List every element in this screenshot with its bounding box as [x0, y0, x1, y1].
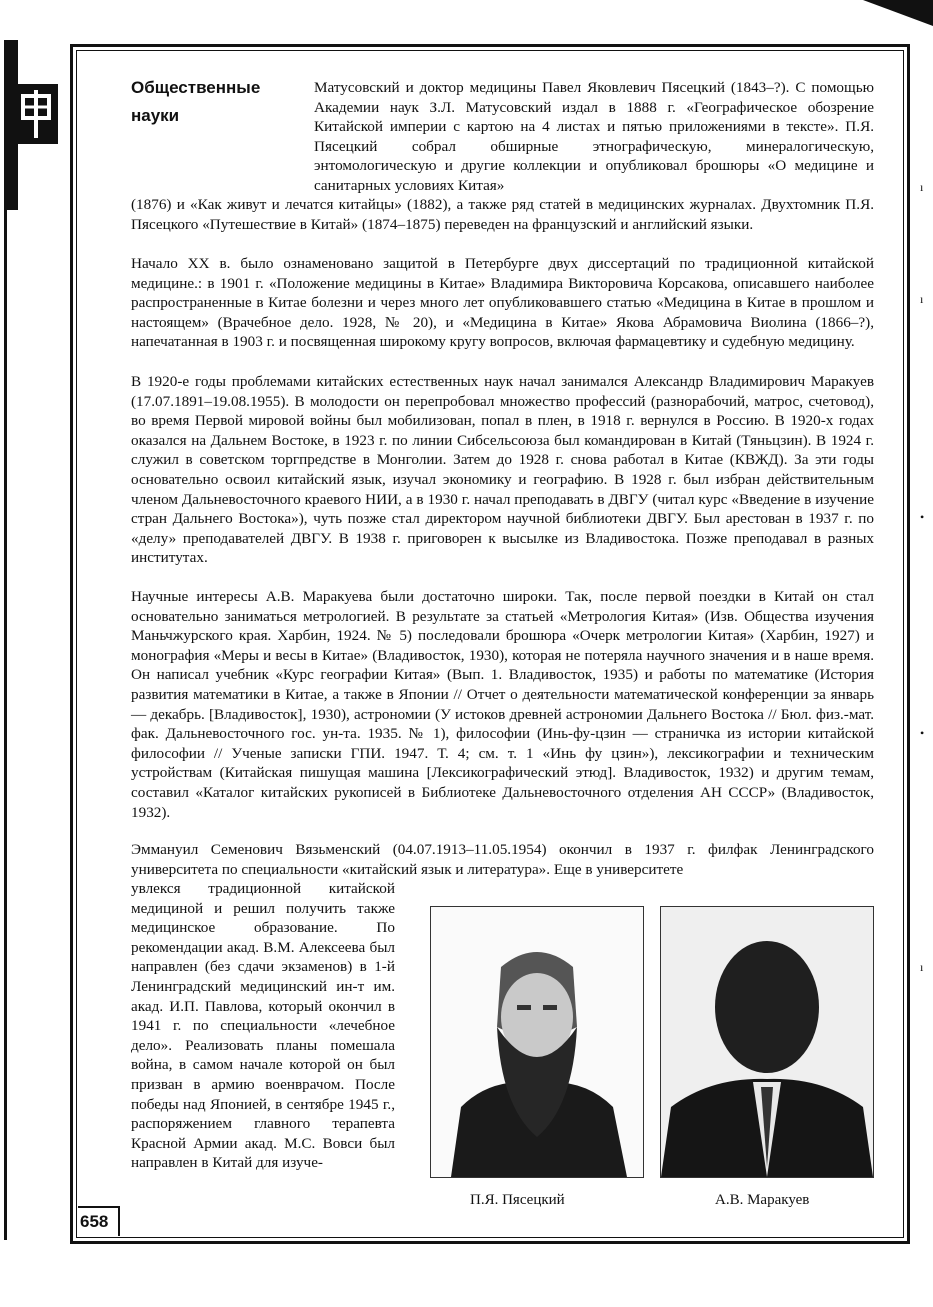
- page-frame-left: [70, 44, 73, 1244]
- paragraph-7: увлекся традиционной китайской медициной и решил получить также медицинское образование. По рекомендации акад. В.М. Алексеева был направлен (без сдачи экзаменов) в 1-й Ленинградский медицинский ин-т им. акад. И.П. Павлова, который окончил в 1941 г. по специальности «лечебное дело». Реализовать планы помешала война, в самом начале которой он был призван в армию военврачом. После победы над Японией, в сентябре 1945 г., распоряжением главного терапевта Красной Армии акад. М.С. Вовси был направлен в Китай для изуче-: [131, 880, 395, 1172]
- paragraph-2: (1876) и «Как живут и лечатся китайцы» (1882), а также ряд статей в медицинских журналах. Двухтомник П.Я. Пясецкого «Путешествие в Китай» (1874–1875) переведен на французский и английский языки.: [131, 196, 874, 233]
- chinese-glyph-icon: [14, 84, 58, 144]
- corner-arrow-mark: [863, 0, 933, 26]
- page-frame-left-inner: [76, 50, 77, 1238]
- page-number: 658: [80, 1212, 109, 1231]
- portrait-marakuev: [660, 906, 874, 1178]
- margin-mark: •: [920, 726, 925, 740]
- paragraph-4: В 1920-е годы проблемами китайских естественных наук начал занимался Александр Владимирович Маракуев (17.07.1891–19.08.1955). В молодости он перепробовал множество профессий (разнорабочий, матрос, счетовод), во время Первой мировой войны был мобилизован, попал в плен, в 1918 г. вернулся в Россию. В 1920-х годах оказался на Дальнем Востоке, в 1923 г. по линии Сибсельсоюза был командирован в Китай (Тяньцзин). В 1924 г. служил в советском торгпредстве в Монголии. Затем до 1928 г. снова работал в Китае (КВЖД). За эти годы основательно освоил китайский язык, изучал экономику и географию. В 1928 г. был избран действительным членом Дальневосточного краевого НИИ, а в 1930 г. начал преподавать в ДВГУ (читал курс «Введение в изучение стран Дальнего Востока»), чуть позже стал директором научной библиотеки ДВГУ. Был арестован в 1937 г. по «делу» преподавателей ДВГУ. В 1938 г. приговорен к высылке из Владивостока. Позже преподавал в разных институтах.: [131, 373, 874, 567]
- section-title-line1: Общественные: [131, 78, 261, 97]
- paragraph-3: Начало XX в. было ознаменовано защитой в Петербурге двух диссертаций по традиционной китайской медицине.: в 1901 г. «Положение медицины в Китае» Владимира Викторовича Корсакова, описавшего наиболее распространенные в Китае болезни и через много лет опубликовавшего статью «Медицина в Китае в прошлом и настоящем» (Врачебное дело. 1928, № 20), и «Медицина в Китае» Якова Абрамовича Виолина (1866–?), напечатанная в 1903 г. и посвященная широкому кругу вопросов, включая фармацевтику и судебную медицину.: [131, 255, 874, 351]
- margin-mark: •: [920, 510, 925, 524]
- section-title-line2: науки: [131, 106, 180, 125]
- portrait-pyasetsky: [430, 906, 644, 1178]
- caption-marakuev: А.В. Маракуев: [715, 1192, 810, 1208]
- margin-mark: ı: [920, 292, 924, 306]
- paragraph-6: Эммануил Семенович Вязьменский (04.07.1913–11.05.1954) окончил в 1937 г. филфак Ленинградского университета по специальности «китайский язык и литература». Еще в университете: [131, 841, 874, 878]
- portrait-marakuev-image: [661, 907, 873, 1177]
- margin-mark: ı: [920, 960, 924, 974]
- caption-pyasetsky: П.Я. Пясецкий: [470, 1192, 565, 1208]
- section-title: [131, 74, 291, 130]
- paragraph-5: Научные интересы А.В. Маракуева были достаточно широки. Так, после первой поездки в Китай он стал основательно заниматься метрологией. В результате за статьей «Метрология Китая» (Изв. Общества изучения Маньчжурского края. Харбин, 1924. № 5) последовали брошюра «Очерк метрологии Китая» (Харбин, 1927) и монография «Меры и весы в Китае» (Владивосток, 1930), которая не потеряла научного значения и в наше время. Он написал учебник «Курс географии Китая» (Вып. 1. Владивосток, 1935) и работы по математике (История развития математики в Китае, а также в Японии // Отчет о деятельности математической конференции за январь — декабрь. [Владивосток], 1930), астрономии (У истоков древней астрономии Дальнего Востока // Бюл. физ.-мат. фак. Дальневосточного гос. ун-та. 1935. № 1), философии (Инь-фу-цзин — страничка из истории китайской философии // Ученые записки ГПИ. 1947. Т. 4; см. т. 1 «Инь фу цзин»), лексикографии и техническим устройствам (Китайская пишущая машина [Лексикографический этюд]. Владивосток, 1932) и другим темам, составил «Каталог китайских рукописей в Библиотеке Дальневосточного отделения АН СССР» (Владивосток, 1932).: [131, 588, 874, 821]
- left-margin-rule: [4, 40, 7, 1240]
- portrait-pyasetsky-image: [431, 907, 643, 1177]
- paragraph-1: Матусовский и доктор медицины Павел Яковлевич Пясецкий (1843–?). С помощью Академии наук З.Л. Матусовский издал в 1888 г. «Географическое обозрение Китайской империи с картою на 4 листах и пятью приложениями в тексте». П.Я. Пясецкий собрал обширные этнографическую, минералогическую, энтомологическую и другие коллекции и опубликовал брошюры «О медицине и санитарных условиях Китая»: [314, 79, 874, 194]
- margin-mark: ı: [920, 180, 924, 194]
